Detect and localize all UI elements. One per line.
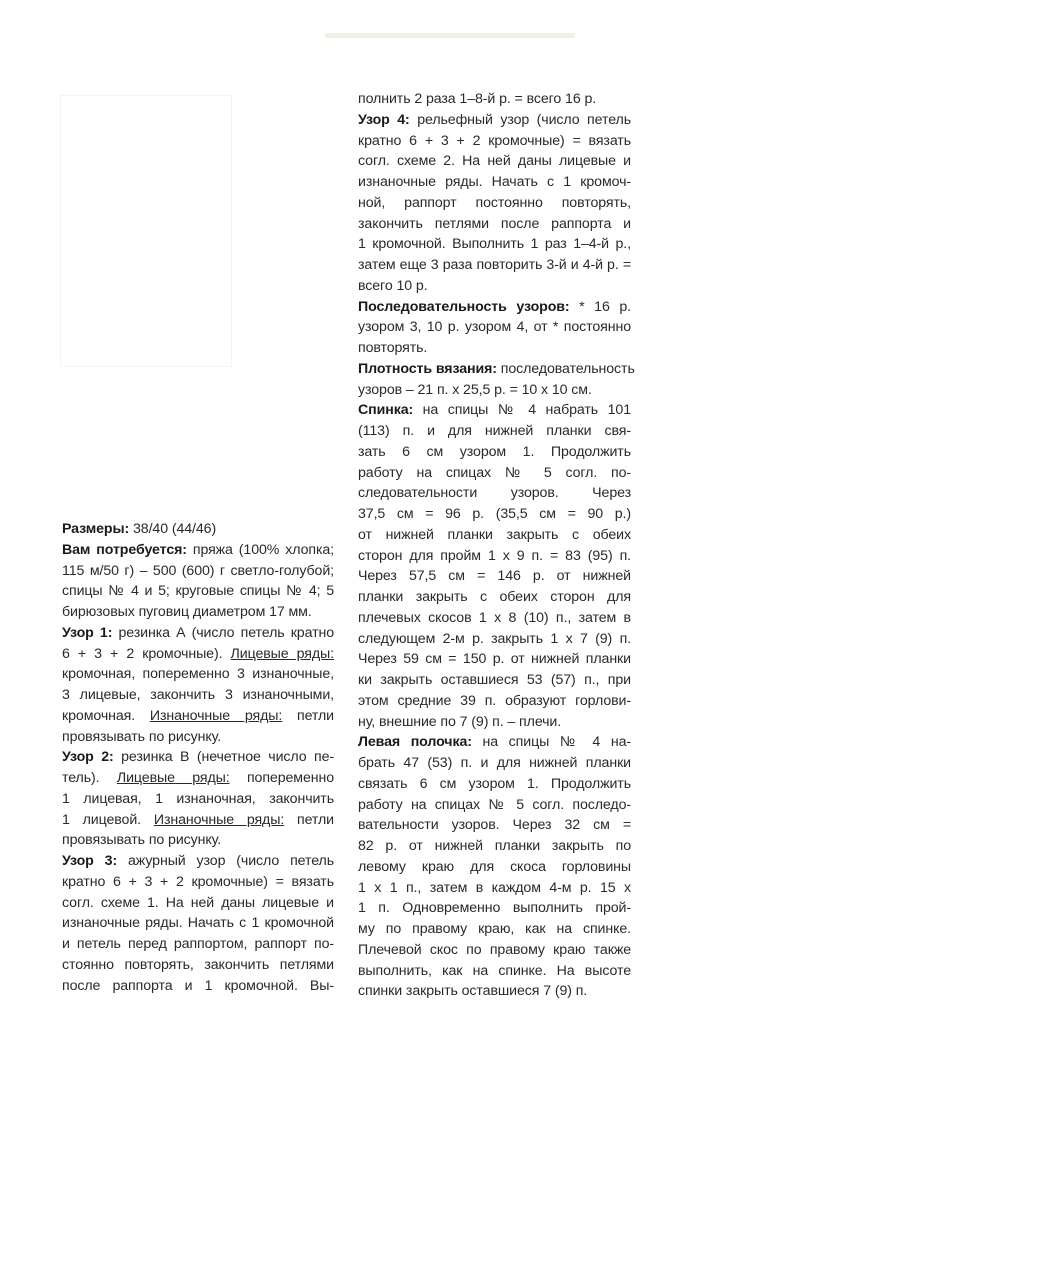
text-line: 1 лицевая, 1 изнаночная, закончить [62, 790, 334, 807]
text-line: пряжа (100% хлопка; [186, 541, 334, 558]
text-line: всего 10 р. [358, 277, 428, 294]
text-line: ной, раппорт постоянно повторять, [358, 194, 631, 211]
text-line: работу на спицах № 5 согл. последо- [358, 796, 631, 813]
text-line: кратно 6 + 3 + 2 кромочные) = вязать [358, 132, 631, 149]
text-line: кратно 6 + 3 + 2 кромочные) = вязать [62, 873, 334, 890]
text-line: сторон для пройм 1 х 9 п. = 83 (95) п. [358, 547, 631, 564]
text-line: кромочная, попеременно 3 изнаночные, [62, 666, 334, 683]
text-line: петли [284, 811, 335, 828]
text-line: (113) п. и для нижней планки свя- [358, 423, 631, 439]
text-line: 82 р. от нижней планки закрыть по [358, 838, 631, 854]
pattern1-paragraph [62, 623, 334, 748]
text-line: изнаночные ряды. Начать с 1 кромоч- [358, 174, 631, 190]
text-line: тель). [62, 770, 117, 786]
text-line: му по правому краю, как на спинке. [358, 921, 631, 937]
text-line: рельефный узор (число петель [409, 111, 631, 128]
text-line: следовательности узоров. Через [358, 485, 631, 502]
underlined-term: Лицевые ряды: [230, 645, 334, 662]
text-line: 1 кромочной. Выполнить 1 раз 1–4-й р., [358, 236, 631, 253]
pattern3-continued [358, 89, 631, 110]
text-line: узоров – 21 п. х 25,5 р. = 10 х 10 см. [358, 381, 592, 398]
text-line: стоянно повторять, закончить петлями [62, 956, 334, 973]
back-title: Спинка: [358, 402, 414, 419]
text-line: на спицы № 4 на- [471, 734, 631, 751]
underlined-term: Лицевые ряды: [116, 770, 230, 786]
text-line: 1 п. Одновременно выполнить прой- [358, 900, 631, 917]
top-edge-strip [325, 33, 575, 38]
sizes-paragraph [62, 519, 334, 540]
text-line: бирюзовых пуговиц диаметром 17 мм. [62, 604, 312, 620]
text-line: спицы № 4 и 5; круговые спицы № 4; 5 [62, 583, 334, 600]
text-line: работу на спицах № 5 согл. по- [358, 464, 631, 481]
text-line: связать 6 см узором 1. Продолжить [358, 775, 631, 792]
materials-paragraph [62, 540, 334, 623]
left-front-paragraph [358, 732, 631, 1002]
pattern2-paragraph [62, 747, 334, 851]
text-line: изнаночные ряды. Начать с 1 кромочной [62, 915, 334, 932]
underlined-term: Изнаночные ряды: [153, 811, 285, 828]
text-line: затем еще 3 раза повторить 3-й и 4-й р. = [358, 257, 631, 273]
sequence-title: Последовательность узоров: [358, 298, 570, 315]
faint-frame [60, 95, 232, 367]
text-line: 3 лицевые, закончить 3 изнаночными, [62, 687, 334, 703]
back-paragraph [358, 400, 631, 732]
text-line: 6 + 3 + 2 кромочные). [62, 645, 231, 662]
text-line: согл. схеме 1. На ней даны лицевые и [62, 894, 334, 911]
text-line: ну, внешние по 7 (9) п. – плечи. [358, 713, 562, 730]
text-line: попеременно [229, 770, 334, 786]
text-line: последовательность [496, 360, 635, 377]
text-line: ажурный узор (число петель [117, 853, 334, 869]
text-line: повторять. [358, 340, 428, 356]
pattern3-paragraph [62, 851, 334, 996]
text-line: 1 х 1 п., затем в каждом 4-м р. 15 х [358, 879, 631, 896]
sequence-paragraph [358, 297, 631, 359]
text-line: провязывать по рисунку. [62, 728, 222, 745]
pattern2-title: Узор 2: [62, 749, 114, 766]
text-line: полнить 2 раза 1–8-й р. = всего 16 р. [358, 91, 597, 107]
pattern3-title: Узор 3: [62, 853, 118, 869]
gauge-title: Плотность вязания: [358, 360, 497, 377]
text-line: от нижней планки закрыть с обеих [358, 526, 631, 543]
text-line: после раппорта и 1 кромочной. Вы- [62, 977, 334, 994]
text-line: согл. схеме 2. На ней даны лицевые и [358, 153, 631, 170]
text-line: следующем 2-м р. закрыть 1 х 7 (9) п. [358, 630, 631, 647]
text-line: Через 59 см = 150 р. от нижней планки [358, 651, 631, 668]
text-line: левому краю для скоса горловины [358, 858, 631, 875]
left-front-title: Левая полочка: [358, 734, 472, 751]
text-line: 1 лицевой. [62, 811, 154, 828]
text-line: резинка А (число петель кратно [112, 624, 334, 641]
materials-title: Вам потребуется: [62, 541, 187, 558]
text-line: 115 м/50 г) – 500 (600) г светло-голубой; [62, 562, 334, 579]
text-line: и петель перед раппортом, раппорт по- [62, 936, 334, 952]
text-line: плечевых скосов 1 х 8 (10) п., затем в [358, 609, 631, 626]
text-line: зать 6 см узором 1. Продолжить [358, 443, 631, 460]
text-line: узором 3, 10 р. узором 4, от * постоянно [358, 319, 631, 336]
text-line: планки закрыть с обеих сторон для [358, 589, 631, 605]
text-line: на спицы № 4 набрать 101 [413, 402, 631, 419]
text-line: * 16 р. [569, 298, 631, 315]
text-line: закончить петлями после раппорта и [358, 215, 631, 232]
text-line: провязывать по рисунку. [62, 832, 222, 849]
text-line: спинки закрыть оставшиеся 7 (9) п. [358, 983, 588, 1000]
pattern4-title: Узор 4: [358, 111, 410, 128]
text-line: кромочная. [62, 707, 150, 724]
text-line: брать 47 (53) п. и для нижней планки [358, 755, 631, 771]
text-line: вательности узоров. Через 32 см = [358, 817, 631, 834]
pattern1-title: Узор 1: [62, 624, 113, 641]
text-line: резинка В (нечетное число пе- [113, 749, 334, 766]
text-line: 38/40 (44/46) [129, 521, 217, 537]
gauge-paragraph [358, 359, 635, 401]
left-column [62, 519, 334, 996]
text-line: этом средние 39 п. образуют горлови- [358, 692, 631, 709]
text-line: выполнить, как на спинке. На высоте [358, 962, 631, 979]
text-line: Плечевой скос по правому краю также [358, 941, 631, 958]
underlined-term: Изнаночные ряды: [149, 707, 283, 724]
text-line: петли [282, 707, 335, 724]
right-column [358, 89, 635, 1002]
pattern4-paragraph [358, 110, 631, 297]
text-line: Через 57,5 см = 146 р. от нижней [358, 568, 631, 585]
sizes-title: Размеры: [62, 521, 130, 537]
text-line: ки закрыть оставшиеся 53 (57) п., при [358, 672, 631, 688]
text-line: 37,5 см = 96 р. (35,5 см = 90 р.) [358, 506, 631, 522]
